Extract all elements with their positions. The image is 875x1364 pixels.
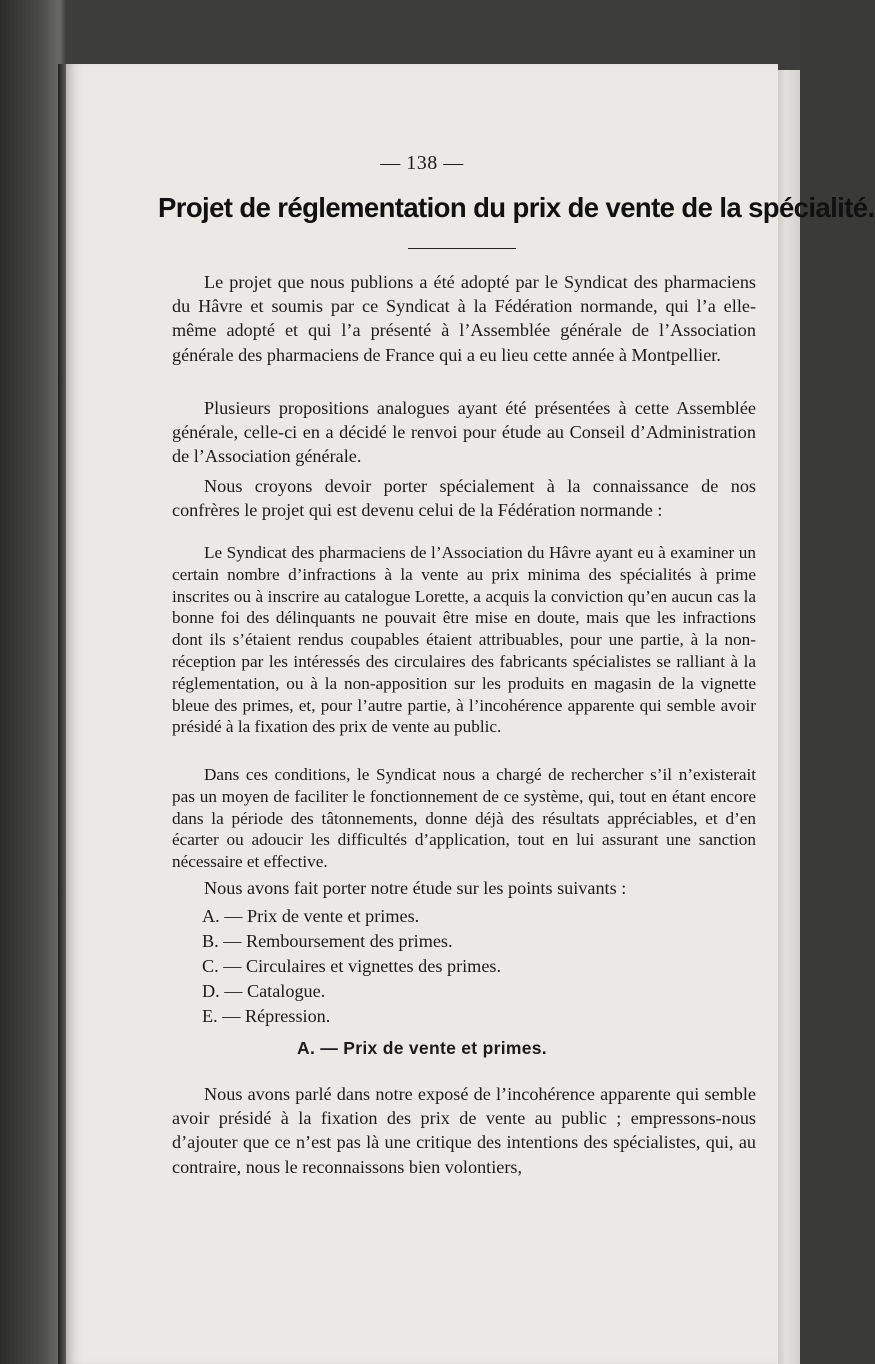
- intro-paragraph-1: Le projet que nous publions a été adopté par le Syndicat des pharmaciens du Hâvre et soumis par ce Syndicat à la Fédération normande, qui l’a elle-même adopté et qui l’a présenté à l’Assemblée générale de l’Association générale des pharmaciens de France qui a eu lieu cette année à Montpellier.: [172, 272, 756, 365]
- intro-paragraph-2: Plusieurs propositions analogues ayant été présentées à cette Assemblée générale, celle-ci en a décidé le renvoi pour étude au Conseil d’Administration de l’Association générale.: [172, 398, 756, 467]
- article-title: Projet de réglementation du prix de vente de la spécialité.: [158, 192, 875, 223]
- point-c: C. — Circulaires et vignettes des primes.: [202, 956, 502, 976]
- point-a: A. — Prix de vente et primes.: [202, 906, 420, 926]
- point-e: E. — Répression.: [202, 1006, 331, 1026]
- page-number: — 138 —: [380, 152, 464, 174]
- body-paragraph-2: Dans ces conditions, le Syndicat nous a chargé de rechercher s’il n’existerait pas un moyen de faciliter le fonctionnement de ce système, qui, tout en étant encore dans la période des tâtonnements, donne déjà des résultats appréciables, et d’en écarter ou adoucir les difficultés d’application, tout en lui assurant une sanction nécessaire et effective.: [172, 765, 756, 872]
- next-page-edge: [778, 70, 800, 1364]
- book-page: [66, 64, 875, 1364]
- section-a-heading: A. — Prix de vente et primes.: [297, 1038, 547, 1058]
- point-d: D. — Catalogue.: [202, 981, 326, 1001]
- section-a-paragraph: Nous avons parlé dans notre exposé de l’incohérence apparente qui semble avoir présidé à la fixation des prix de vente au public ; empressons-nous d’ajouter que ce n’est pas là une critique des intentions des spécialistes, qui, au contraire, nous le reconnaissons bien volontiers,: [172, 1084, 756, 1177]
- body-paragraph-3: Nous avons fait porter notre étude sur les points suivants :: [204, 878, 627, 898]
- book-binding-edge: [58, 64, 66, 1364]
- intro-paragraph-3: Nous croyons devoir porter spécialement à la connaissance de nos confrères le projet qui est devenu celui de la Fédération normande :: [172, 476, 756, 521]
- title-divider: [408, 248, 516, 249]
- point-b: B. — Remboursement des primes.: [202, 931, 453, 951]
- body-paragraph-1: Le Syndicat des pharmaciens de l’Association du Hâvre ayant eu à examiner un certain nombre d’infractions à la vente au prix minima des spécialités à prime inscrites ou à inscrire au catalogue Lorette, a acquis la conviction qu’en aucun cas la bonne foi des délinquants ne pouvait être mise en doute, mais que les infractions dont ils s’étaient rendus coupables étaient attribuables, pour une partie, à la non-réception par les intéressés des circulaires des fabricants spécialistes se ralliant à la réglementation, ou à la non-apposition sur les produits en magasin de la vignette bleue des primes, et, pour l’autre partie, à l’incohérence apparente qui semble avoir présidé à la fixation des prix de vente au public.: [172, 543, 756, 737]
